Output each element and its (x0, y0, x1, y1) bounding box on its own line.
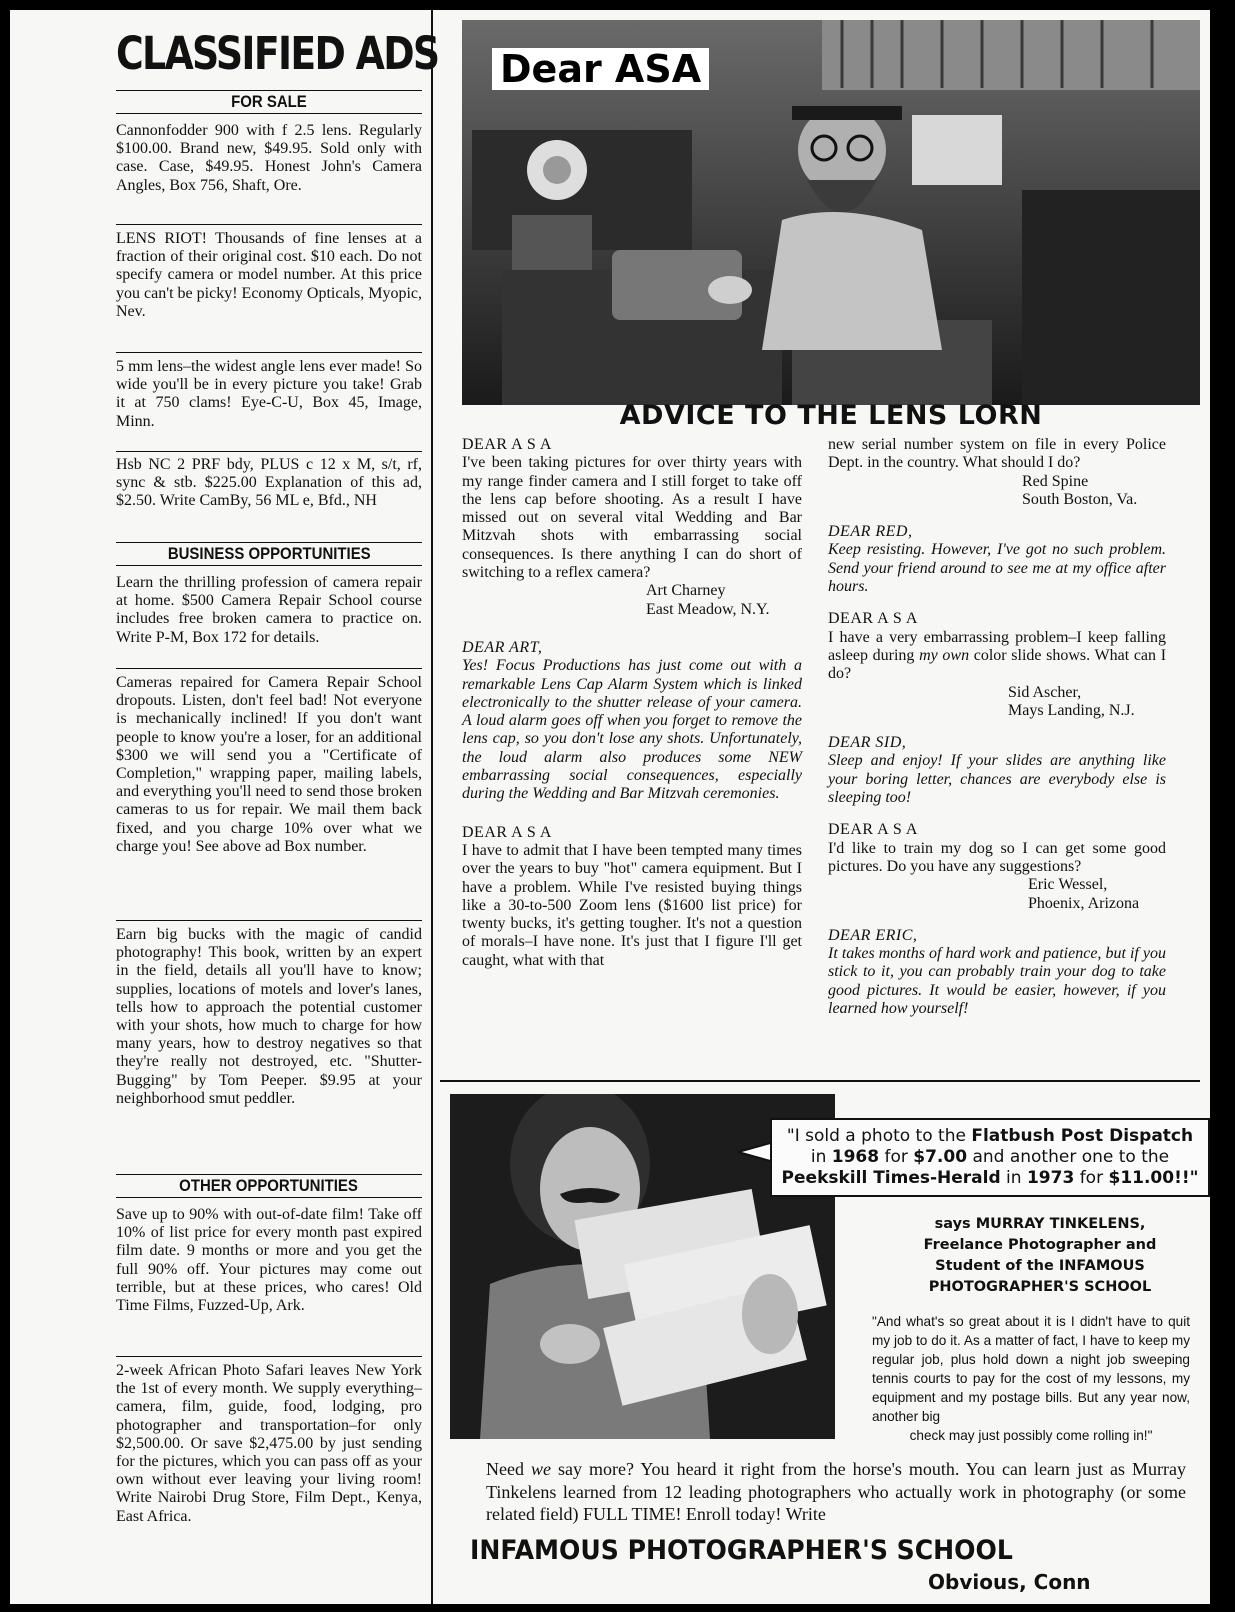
section-divider (440, 1080, 1200, 1082)
divider (116, 451, 422, 452)
section-heading-for-sale: FOR SALE (116, 90, 422, 114)
reply-salutation: DEAR RED, (828, 523, 913, 541)
classified-ad: LENS RIOT! Thousands of fine lenses at a fraction of their original cost. $10 each. Do not specify camera or model number. At this price you can't be picky! Economy Opticals, Myopic, Nev. (116, 230, 422, 320)
letter-signature: Eric Wessel, (1028, 876, 1108, 894)
reply-body: Keep resisting. However, I've got no such problem. Send your friend around to see me at my office after hours. (828, 541, 1166, 596)
testimonial-text: "And what's so great about it is I didn't have to quit my job to do it. As a matter of fact, I have to keep my regular job, plus hold down a night job sweeping tennis courts to pay for the cost of my lessons, my equipment and my postage bills. But any year now, another big check may just possibly come rolling in!" (872, 1314, 1190, 1443)
testimonial-attribution: says MURRAY TINKELENS, Freelance Photographer and Student of the INFAMOUS PHOTOGRAPHER'S SCHOOL (923, 1216, 1157, 1295)
letter-signature: Red Spine (1022, 472, 1089, 490)
section-heading-other-opportunities: OTHER OPPORTUNITIES (116, 1174, 422, 1198)
classified-ad: Cannonfodder 900 with f 2.5 lens. Regularly $100.00. Brand new, $49.95. Sold only with case. Case, $49.95. Honest John's Camera Angles, Box 756, Shaft, Ore. (116, 122, 422, 194)
divider (116, 668, 422, 669)
letter-location: Mays Landing, N.J. (1008, 701, 1135, 719)
letter-location: South Boston, Va. (1022, 490, 1138, 508)
dear-asa-badge: Dear ASA (492, 48, 709, 90)
reply-body: It takes months of hard work and patience, but if you stick to it, you can probably train your dog to take good pictures. It would be easier, however, if you learned how yourself! (828, 945, 1166, 1018)
reply-body: Yes! Focus Productions has just come out with a remarkable Lens Cap Alarm System which is linked electronically to the shutter release of your camera. A loud alarm goes off when you forget to remove the lens cap, so you don't lose any shots. Unfortunately, the loud alarm also produces some NEW embarrassing social consequences, especially during the Wedding and Bar Mitzvah ceremonies. (462, 657, 802, 803)
salutation: DEAR A S A (462, 823, 552, 841)
classified-title: CLASSIFIED ADS (116, 27, 439, 80)
ad-pitch: Need we say more? You heard it right from the horse's mouth. You can learn just as Murray Tinkelens learned from 12 leading photographers who actually work in photography (or some related field) FULL TIME! Enroll today! Write (486, 1459, 1186, 1525)
magazine-page (10, 10, 1210, 1604)
letter-signature: Art Charney (646, 582, 726, 600)
divider (116, 224, 422, 225)
reply-body: Sleep and enjoy! If your slides are anything like your boring letter, chances are everybody else is sleeping too! (828, 752, 1166, 807)
classified-ad: Earn big bucks with the magic of candid photography! This book, written by an expert in the field, details all you'll have to know; supplies, locations of motels and lover's lanes, tells how to approach the potential customer with your shots, how much to charge for how many years, how to destroy negatives so that they're really not destroyed, etc. "Shutter-Bugging" by Tom Peeper. $9.95 at your neighborhood smut peddler. (116, 926, 422, 1107)
salutation: DEAR A S A (828, 610, 918, 628)
letter-body: I've been taking pictures for over thirty years with my range finder camera and I still forget to take off the lens cap before shooting. As a result I have missed out on several vital Wedding and Bar Mitzvah shots with embarrassing social consequences. Is there anything I can do short of switching to a reflex camera? (462, 454, 802, 582)
classified-ad: 2-week African Photo Safari leaves New York the 1st of every month. We supply everything–camera, film, guide, food, lodging, pro photographer and transportation–for only $2,500.00. Or save $2,475.00 by just sending for the pictures, which you can pass off as your own without ever leaving your living room! Write Nairobi Drug Store, Film Dept., Kenya, East Africa. (116, 1362, 422, 1525)
letters-column-left (462, 436, 802, 970)
school-location: Obvious, Conn (928, 1570, 1091, 1594)
section-heading-business-opportunities: BUSINESS OPPORTUNITIES (116, 542, 422, 566)
divider (116, 920, 422, 921)
classified-ad: Save up to 90% with out-of-date film! Take off 10% of list price for every month past expired film date. 9 months or more and you get the full 90% off. Your pictures may come out terrible, but at these prices, who cares! Old Time Films, Fuzzed-Up, Ark. (116, 1206, 422, 1315)
reply-salutation: DEAR ART, (462, 638, 543, 656)
classified-column (10, 10, 439, 1604)
divider (116, 352, 422, 353)
letter-signature: Sid Ascher, (1008, 683, 1082, 701)
letter-body: I have to admit that I have been tempted many times over the years to buy "hot" camera equipment. But I have a problem. While I've resisted buying things like a 30-to-500 Zoom lens ($1600 list price) for twenty bucks, it's getting tougher. It's not a question of morals–I have none. It's just that I figure I'll get caught, what with that (462, 841, 802, 969)
column-title: ADVICE TO THE LENS LORN (619, 400, 1043, 431)
classified-ad: Hsb NC 2 PRF bdy, PLUS c 12 x M, s/t, rf, sync & stb. $225.00 Explanation of this ad, $2.50. Write CamBy, 56 ML e, Bfd., NH (116, 456, 422, 510)
classified-ad: Learn the thrilling profession of camera repair at home. $500 Camera Repair School course includes free broken camera to practice on. Write P-M, Box 172 for details. (116, 574, 422, 646)
letter-body: I'd like to train my dog so I can get some good pictures. Do you have any suggestions? (828, 839, 1166, 875)
letter-location: East Meadow, N.Y. (646, 600, 770, 618)
school-name: INFAMOUS PHOTOGRAPHER'S SCHOOL (470, 1535, 1013, 1566)
classified-ad: 5 mm lens–the widest angle lens ever made! So wide you'll be in every picture you take! Grab it at 750 clams! Eye-C-U, Box 45, Image, Minn. (116, 358, 422, 430)
reply-salutation: DEAR SID, (828, 734, 907, 752)
salutation: DEAR A S A (462, 436, 552, 453)
letter-location: Phoenix, Arizona (1028, 894, 1140, 912)
letter-body: I have a very embarrassing problem–I keep falling asleep during my own color slide shows. What can I do? (828, 628, 1167, 683)
salutation: DEAR A S A (828, 821, 918, 839)
speech-bubble-tail (738, 1138, 774, 1166)
column-photo (462, 20, 1200, 405)
classified-ad: Cameras repaired for Camera Repair School dropouts. Listen, don't feel bad! Not everyone is mechanically inclined! If you don't want people to know you're a loser, for an additional $300 we will send you a "Certificate of Completion," wrapping paper, mailing labels, and everything you'll need to send those broken cameras to us for repair. We mail them back fixed, and you charge 10% over what we charge you! See above ad Box number. (116, 674, 422, 855)
reply-salutation: DEAR ERIC, (828, 926, 918, 944)
speech-bubble-quote: "I sold a photo to the Flatbush Post Dispatch in 1968 for $7.00 and another one to the Peekskill Times-Herald in 1973 for $11.00!!" (770, 1118, 1210, 1197)
divider (116, 1356, 422, 1357)
letters-column-right (828, 436, 1166, 1018)
letter-body: new serial number system on file in every Police Dept. in the country. What should I do? (828, 436, 1166, 472)
